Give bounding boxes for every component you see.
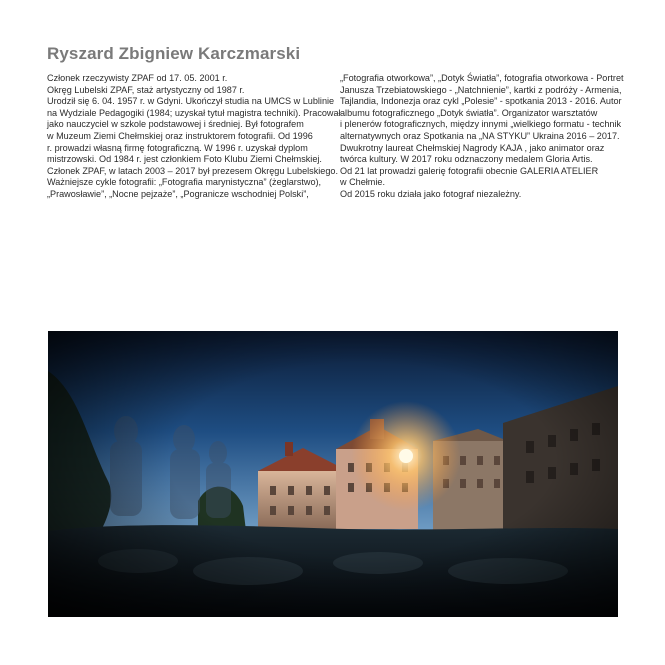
- biography-column-left: [47, 73, 341, 201]
- bio-line: mistrzowski. Od 1984 r. jest członkiem Foto Klubu Ziemi Chełmskiej.: [47, 154, 322, 165]
- bio-line: „Fotografia otworkowa”, „Dotyk Światła”, fotografia otworkowa - Portret: [340, 73, 624, 83]
- bio-line: Urodził się 6. 04. 1957 r. w Gdyni. Ukończył studia na UMCS w Lublinie: [47, 96, 335, 107]
- bio-line: Okręg Lubelski ZPAF, staż artystyczny od 1987 r.: [47, 84, 245, 95]
- biography-column-right: [340, 73, 624, 201]
- bio-line: Członek rzeczywisty ZPAF od 17. 05. 2001 r.: [47, 73, 228, 83]
- bio-line: Tajlandia, Indonezja oraz cykl „Polesie” - spotkania 2013 - 2016. Autor: [340, 96, 622, 107]
- bio-line: na Wydziale Pedagogiki (1984; uzyskał tytuł magistra techniki). Pracował: [47, 107, 341, 118]
- author-name-heading: Ryszard Zbigniew Karczmarski: [47, 44, 301, 63]
- bio-line: Od 21 lat prowadzi galerię fotografii obecnie GALERIA ATELIER: [340, 165, 599, 176]
- bio-line: Członek ZPAF, w latach 2003 – 2017 był prezesem Okręgu Lubelskiego.: [47, 165, 338, 176]
- bio-line: w Chełmie.: [340, 177, 385, 188]
- bio-line: Janusza Trzebiatowskiego - „Natchnienie”, kartki z podróży - Armenia,: [340, 84, 622, 95]
- bio-line: i plenerów fotograficznych, między innymi „wielkiego formatu - technik: [340, 119, 622, 130]
- bio-line: Dwukrotny laureat Chełmskiej Nagrody KAJA , jako animator oraz: [340, 142, 605, 153]
- bio-line: twórca kultury. W 2017 roku odznaczony medalem Gloria Artis.: [340, 154, 593, 165]
- bio-line: albumu fotograficznego „Dotyk światła”. Organizator warsztatów: [340, 107, 598, 118]
- bio-line: alternatywnych oraz Spotkania na „NA STYKU” Ukraina 2016 – 2017.: [340, 130, 620, 141]
- bio-line: „Prawosławie”, „Nocne pejzaże”, „Pogranicze wschodniej Polski”,: [47, 188, 309, 199]
- pinhole-photograph: [48, 331, 618, 617]
- bio-line: w Muzeum Ziemi Chełmskiej oraz instruktorem fotografii. Od 1996: [47, 130, 313, 141]
- bio-line: r. prowadzi własną firmę fotograficzną. W 1996 r. uzyskał dyplom: [47, 142, 308, 153]
- bio-line: Od 2015 roku działa jako fotograf niezależny.: [340, 188, 522, 199]
- bio-line: jako nauczyciel w szkole podstawowej i średniej. Był fotografem: [47, 119, 304, 130]
- bio-line: Ważniejsze cykle fotografii: „Fotografia marynistyczna” (żeglarstwo),: [47, 177, 322, 188]
